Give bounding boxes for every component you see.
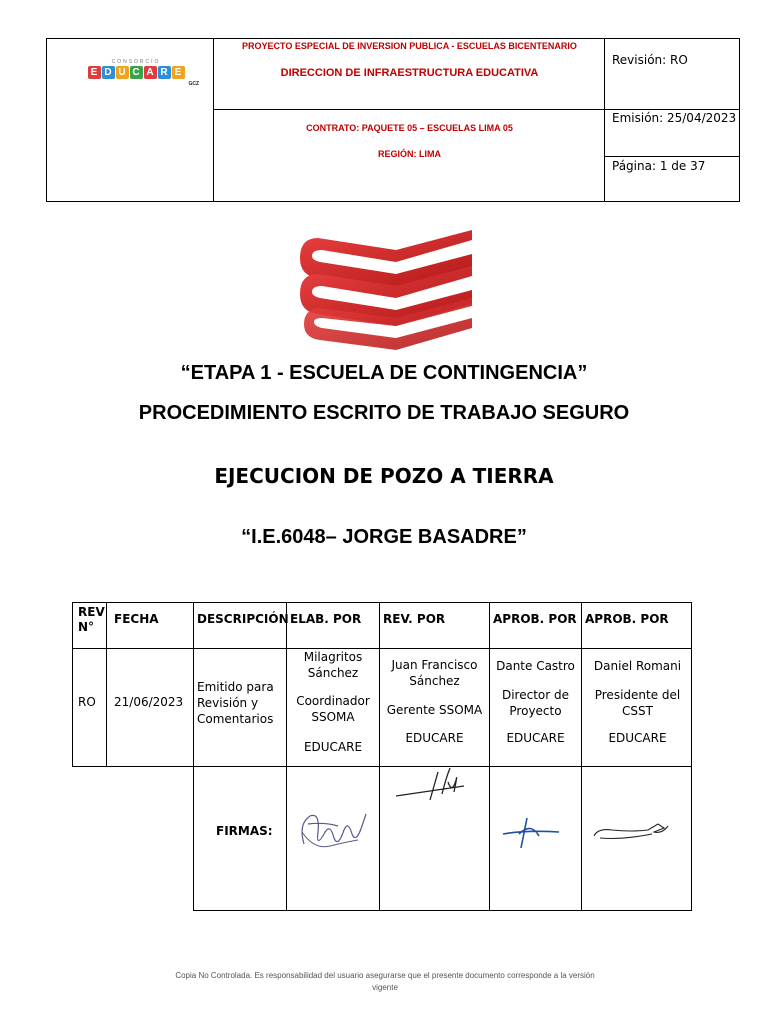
signature-elab-icon bbox=[294, 804, 372, 856]
region-name: REGIÓN: LIMA bbox=[378, 149, 441, 159]
row-date: 21/06/2023 bbox=[114, 695, 184, 709]
elab-role: Coordinador SSOMA bbox=[296, 694, 370, 724]
revision-table bbox=[72, 602, 692, 767]
educare-logo bbox=[73, 59, 199, 91]
table-divider bbox=[489, 603, 490, 766]
signature-approve2-icon bbox=[592, 818, 672, 846]
signature-review-icon bbox=[394, 764, 474, 806]
direction-name: DIRECCION DE INFRAESTRUCTURA EDUCATIVA bbox=[280, 67, 539, 79]
uncontrolled-copy-note bbox=[150, 970, 620, 994]
table-divider bbox=[581, 766, 582, 910]
header-review: REV. POR bbox=[383, 612, 446, 626]
table-divider bbox=[581, 603, 582, 766]
header-approve-1: APROB. POR bbox=[493, 612, 577, 626]
approve1-role: Director de Proyecto bbox=[501, 688, 570, 718]
signature-approve1-icon bbox=[499, 814, 564, 852]
elab-org: EDUCARE bbox=[303, 740, 363, 754]
logo-sub: GCZ bbox=[188, 81, 199, 87]
review-org: EDUCARE bbox=[405, 731, 464, 745]
footer-line-2: vigente bbox=[372, 983, 398, 992]
review-role: Gerente SSOMA bbox=[386, 703, 483, 717]
approve1-name: Dante Castro bbox=[496, 659, 575, 673]
logo-letter: R bbox=[158, 66, 171, 79]
approve1-org: EDUCARE bbox=[506, 731, 565, 745]
table-divider bbox=[193, 603, 194, 766]
logo-letter: A bbox=[144, 66, 157, 79]
table-divider bbox=[73, 648, 691, 649]
project-name: PROYECTO ESPECIAL DE INVERSION PUBLICA - ESCUELAS BICENTENARIO bbox=[242, 41, 577, 51]
header-date: FECHA bbox=[114, 612, 159, 626]
logo-letter: E bbox=[88, 66, 101, 79]
row-description: Emitido para Revisión y Comentarios bbox=[197, 680, 274, 726]
signatures-label: FIRMAS: bbox=[216, 824, 273, 838]
footer-line-1: Copia No Controlada. Es responsabilidad del usuario asegurarse que el presente documento corresponde a la versión bbox=[175, 971, 595, 980]
logo-letter: C bbox=[130, 66, 143, 79]
contract-name: CONTRATO: PAQUETE 05 – ESCUELAS LIMA 05 bbox=[306, 123, 513, 133]
header-divider bbox=[604, 39, 605, 201]
header-approve-2: APROB. POR bbox=[585, 612, 669, 626]
page-count: Página: 1 de 37 bbox=[612, 159, 706, 173]
elab-name: Milagritos Sánchez bbox=[303, 650, 363, 680]
table-divider bbox=[379, 766, 380, 910]
approve2-name: Daniel Romani bbox=[593, 659, 682, 673]
header-description: DESCRIPCIÓN bbox=[197, 612, 289, 626]
table-divider bbox=[106, 603, 107, 766]
school-title: “I.E.6048– JORGE BASADRE” bbox=[241, 526, 527, 548]
table-divider bbox=[286, 766, 287, 910]
signatures-row bbox=[193, 766, 692, 911]
book-stack-emblem-icon bbox=[296, 228, 476, 350]
header-rev: REV N° bbox=[78, 605, 105, 634]
table-divider bbox=[379, 603, 380, 766]
stage-title: “ETAPA 1 - ESCUELA DE CONTINGENCIA” bbox=[180, 362, 588, 384]
procedure-title: PROCEDIMIENTO ESCRITO DE TRABAJO SEGURO bbox=[138, 402, 630, 424]
table-divider bbox=[489, 766, 490, 910]
approve2-role: Presidente del CSST bbox=[594, 688, 681, 718]
review-name: Juan Francisco Sánchez bbox=[391, 658, 478, 688]
row-rev: RO bbox=[78, 695, 96, 709]
logo-tagline: CONSORCIO bbox=[111, 59, 161, 65]
approve2-org: EDUCARE bbox=[608, 731, 667, 745]
header-divider bbox=[213, 109, 739, 110]
document-header-table bbox=[46, 38, 740, 202]
logo-letters bbox=[73, 66, 199, 79]
logo-letter: D bbox=[102, 66, 115, 79]
logo-letter: U bbox=[116, 66, 129, 79]
table-divider bbox=[286, 603, 287, 766]
logo-letter: E bbox=[172, 66, 185, 79]
header-divider bbox=[604, 156, 739, 157]
emission-date: Emisión: 25/04/2023 bbox=[612, 111, 737, 125]
header-divider bbox=[213, 39, 214, 201]
header-elab: ELAB. POR bbox=[290, 612, 362, 626]
task-title: EJECUCION DE POZO A TIERRA bbox=[214, 464, 554, 488]
revision-code: Revisión: RO bbox=[612, 53, 688, 67]
